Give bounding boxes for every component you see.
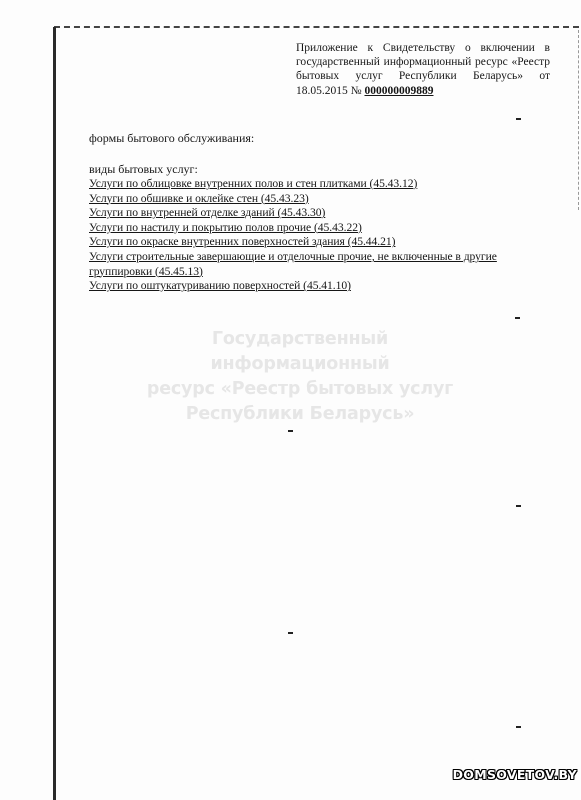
site-watermark-label: DOMSOVETOV.BY [452,767,577,782]
service-item: Услуги по внутренней отделке зданий (45.43.30) [89,206,326,220]
appendix-header [296,41,550,98]
service-forms-label: формы бытового обслуживания: [89,131,255,145]
certificate-number: 000000009889 [364,84,434,97]
scan-border-left [53,27,56,800]
scan-mark [515,317,520,319]
service-list [89,177,551,294]
scan-border-right [578,30,579,210]
scan-mark [288,430,293,432]
registry-watermark [120,327,480,427]
scan-mark [288,632,293,634]
service-item: Услуги по настилу и покрытию полов прочие (45.43.22) [89,220,362,234]
service-item: Услуги строительные завершающие и отделочные прочие, не включенные в другие группировки (45.45.13) [89,249,497,278]
service-item: Услуги по окраске внутренних поверхностей здания (45.44.21) [89,235,396,249]
scan-mark [516,505,521,507]
service-item: Услуги по облицовке внутренних полов и стен плитками (45.43.12) [89,177,418,190]
scan-border-top [54,26,579,28]
scan-mark [516,726,521,728]
service-item: Услуги по оштукатуриванию поверхностей (45.41.10) [89,279,351,293]
watermark-line: ресурс «Реестр бытовых услуг [146,379,454,399]
appendix-header-text: Приложение к Свидетельству о включении в государственный информационный ресурс «Реестр бытовых услуг Республики Беларусь» от 18.05.2015 № [296,42,550,97]
scan-mark [516,118,521,120]
watermark-line: Республики Беларусь» [185,404,415,424]
service-types-label: виды бытовых услуг: [89,162,198,176]
watermark-line: Государственный информационный [210,329,390,374]
service-item: Услуги по обшивке и оклейке стен (45.43.23) [89,191,309,205]
